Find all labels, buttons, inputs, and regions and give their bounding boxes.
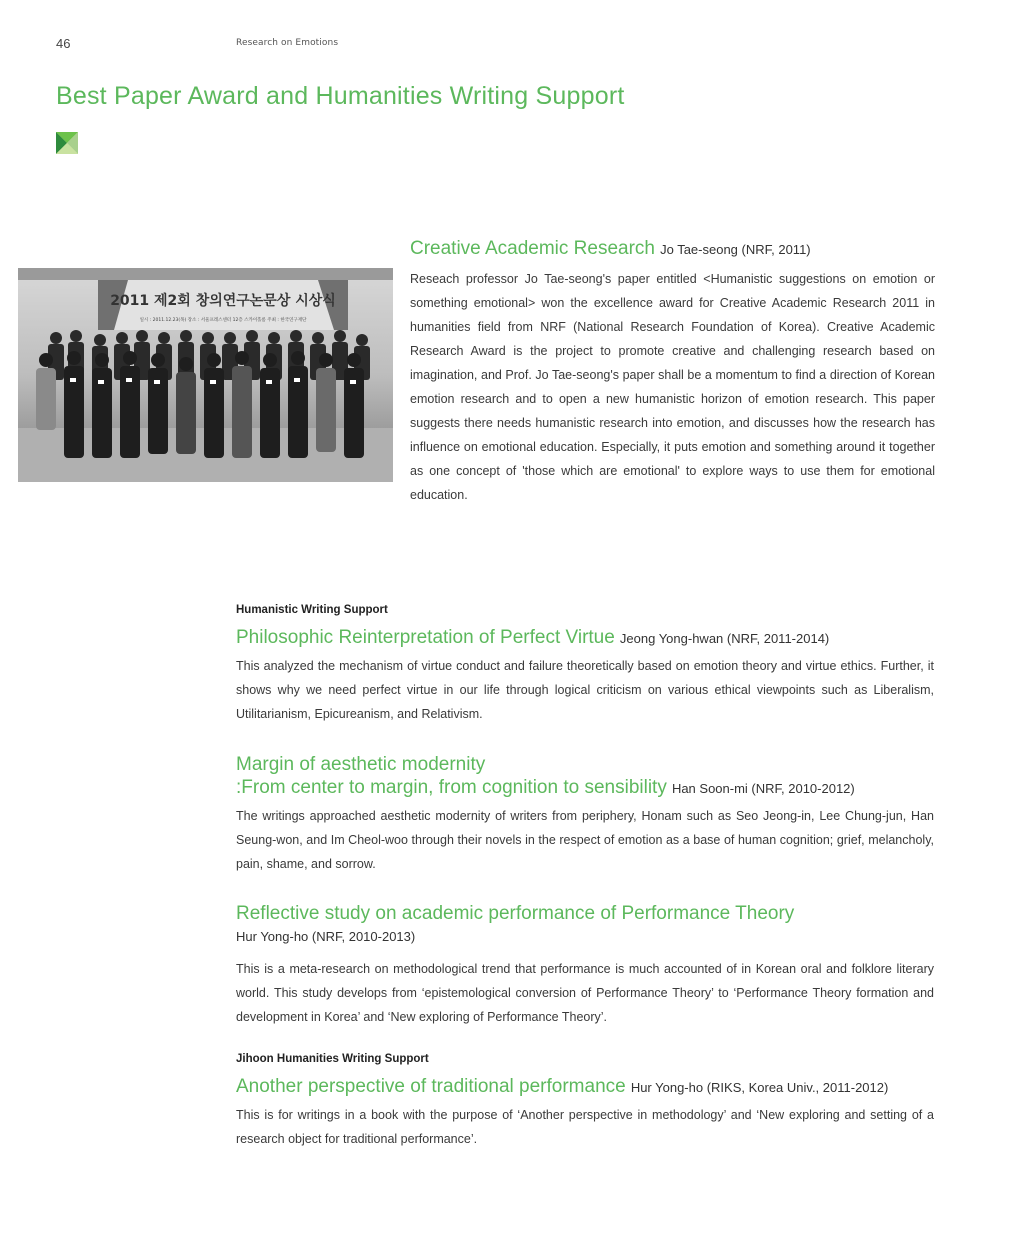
article-body: This is for writings in a book with the purpose of ‘Another perspective in methodology’ and ‘New exploring and setting of a research object for traditional performance’. (236, 1107, 934, 1146)
article-author: Jeong Yong-hwan (NRF, 2011-2014) (619, 631, 830, 646)
article-author: Jo Tae-seong (NRF, 2011) (660, 242, 811, 257)
article-title: Another perspective of traditional performance (236, 1076, 626, 1097)
article-body: Reseach professor Jo Tae-seong's paper entitled <Humanistic suggestions on emotion or something emotional> won the excellence award for Creative Academic Research 2011 in humanities field from NRF (National Research Foundation of Korea). Creative Academic Research Award is the project to promote creative and challenging research based on imagination, and Prof. Jo Tae-seong's paper shall be a momentum to find a direction of Korean emotion research and to open a new humanistic horizon of emotion research. This paper suggests there needs humanistic research into emotion, and discusses how the research has influence on emotional education. Especially, it puts emotion and something around it together as one concept of 'those which are emotional' to explore ways to use them for emotional education. (410, 271, 935, 502)
entry-aesthetic-modernity (236, 754, 934, 876)
award-ceremony-photo (18, 268, 393, 482)
banner-subtext: 일시 : 2011.12.23(목) 장소 : 서울프레스센터 12층 스카이홀룸 주최 : 한국연구재단 (139, 318, 307, 323)
section-label-jihoon: Jihoon Humanities Writing Support (236, 1053, 429, 1065)
article-author: Han Soon-mi (NRF, 2010-2012) (671, 780, 855, 796)
running-head: Research on Emotions (236, 38, 339, 48)
article-heading (410, 238, 935, 261)
section-label-humanistic: Humanistic Writing Support (236, 604, 388, 616)
article-title-line2: :From center to margin, from cognition to sensibility (236, 776, 667, 798)
article-heading (236, 903, 934, 945)
page-title: Best Paper Award and Humanities Writing Support (56, 82, 625, 110)
article-title: Reflective study on academic performance of Performance Theory (236, 903, 795, 924)
title-decoration-icon (56, 132, 78, 154)
article-body: This analyzed the mechanism of virtue conduct and failure theoretically based on emotion theory and virtue ethics. Further, it shows why we need perfect virtue in our life through logical criticism on various ethical viewpoints such as Liberalism, Utilitarianism, Epicureanism, and Relativism. (236, 658, 934, 721)
article-body: The writings approached aesthetic modernity of writers from periphery, Honam such as Seo Jeong-in, Lee Chung-jun, Han Seung-won, and Im Cheol-woo through their novels in the respect of emotion as a base of human cognition; grief, melancholy, pain, shame, and sorrow. (236, 808, 934, 871)
article-author: Hur Yong-ho (RIKS, Korea Univ., 2011-2012) (630, 1080, 889, 1095)
article-heading (236, 754, 934, 800)
article-title: Philosophic Reinterpretation of Perfect Virtue (236, 627, 615, 648)
article-heading (236, 1076, 934, 1099)
entry-traditional-performance (236, 1076, 934, 1151)
page-number: 46 (56, 36, 71, 51)
entry-performance-theory (236, 903, 934, 1029)
article-body: This is a meta-research on methodological trend that performance is much accounted of in Korean oral and folklore literary world. This study develops from ‘epistemological conversion of Performance Theory’ to ‘Performance Theory formation and development in Korea’ and ‘New exploring of Performance Theory’. (236, 961, 934, 1024)
banner-text: 2011 제2회 창의연구논문상 시상식 (110, 293, 336, 309)
article-title-line1: Margin of aesthetic modernity (236, 754, 486, 775)
creative-academic-research-section (410, 238, 935, 507)
article-author: Hur Yong-ho (NRF, 2010-2013) (236, 928, 416, 944)
article-title: Creative Academic Research (410, 238, 655, 259)
entry-perfect-virtue (236, 627, 934, 726)
article-heading (236, 627, 934, 650)
